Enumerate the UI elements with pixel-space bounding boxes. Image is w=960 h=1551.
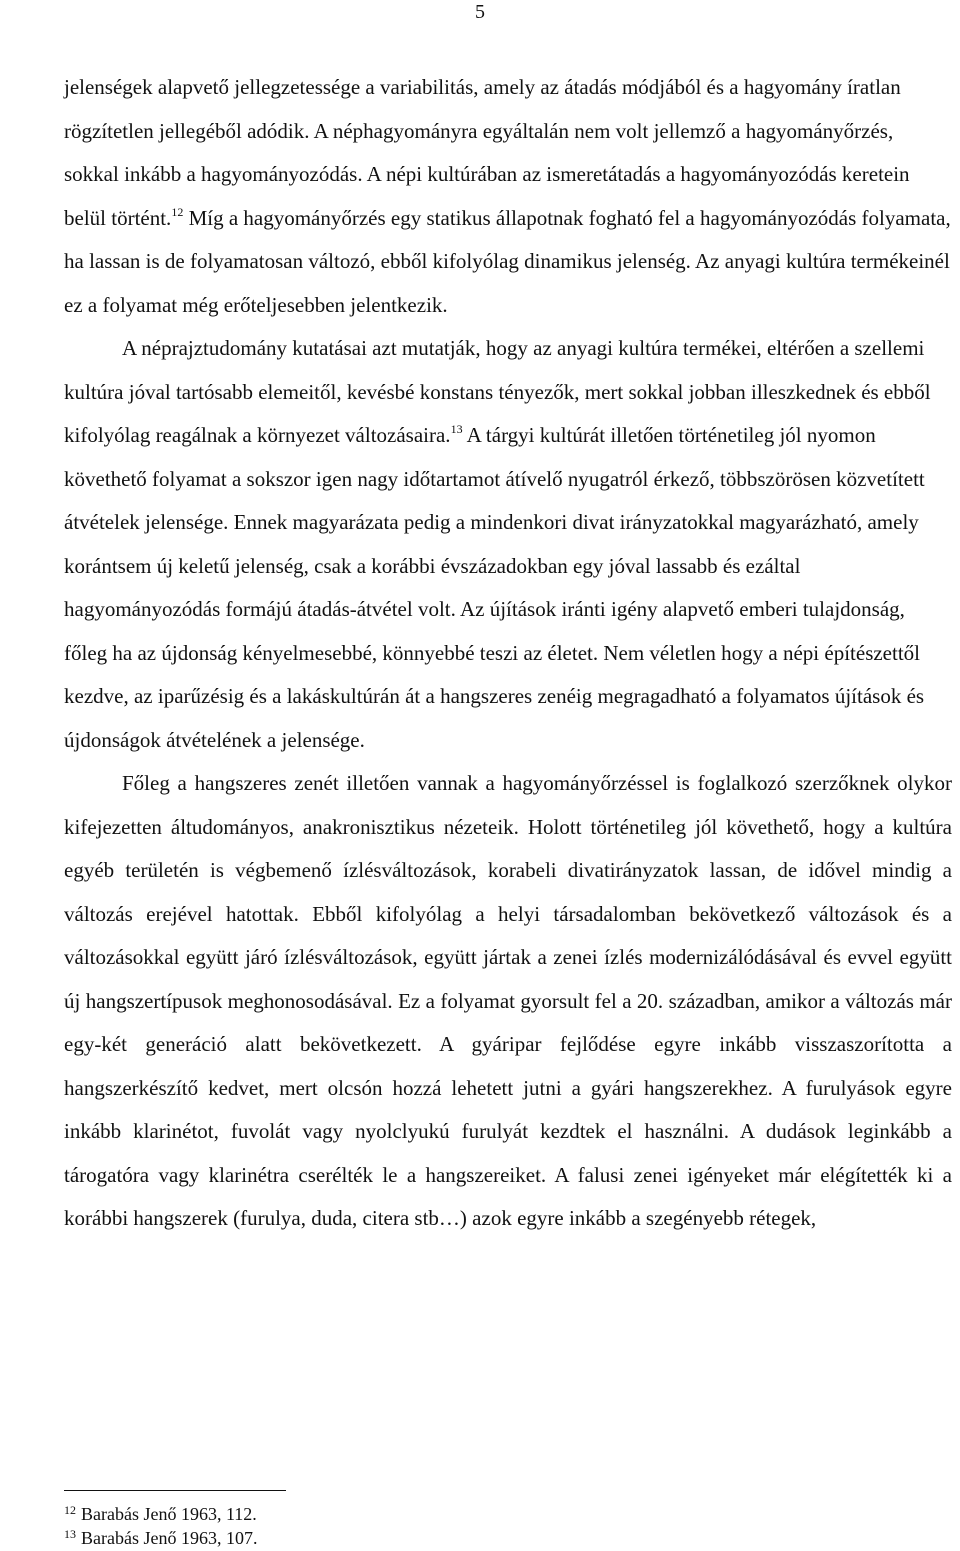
footnote-ref-12: 12 — [171, 204, 184, 219]
footnote-number: 13 — [64, 1527, 76, 1541]
footnote-13 — [64, 1526, 664, 1550]
footnote-text: Barabás Jenő 1963, 107. — [81, 1528, 258, 1548]
paragraph-2-text-a: A néprajztudomány kutatásai azt mutatják, hogy az anyagi kultúra termékei, eltérően a szellemi kultúra jóval tartósabb elemeitől, kevésbé konstans tényezők, mert sokkal jobban illeszkednek és ebből kifolyólag reagálnak a környezet változásaira. — [64, 336, 931, 447]
paragraph-1-text-b: Míg a hagyományőrzés egy statikus állapotnak fogható fel a hagyományozódás folyamata, ha lassan is de folyamatosan változó, ebből kifolyólag dinamikus jelenség. Az anyagi kultúra termékeinél ez a folyamat még erőteljesebben jelentkezik. — [64, 205, 951, 317]
paragraph-2-text-b: A tárgyi kultúrát illetően történetileg jól nyomon követhető folyamat a sokszor igen nagy időtartamot átívelő nyugatról érkező, többszörösen közvetített átvételek jelensége. Ennek magyarázata pedig a mindenkori divat irányzatokkal magyarázható, amely korántsem új keletű jelenség, csak a korábbi évszázadokban egy jóval lassabb és ezáltal hagyományozódás formájú átadás-átvétel volt. Az újítások iránti igény alapvető emberi tulajdonság, főleg ha az újdonság kényelmesebbé, könnyebbé teszi az életet. Nem véletlen hogy a népi építészettől kezdve, az iparűzésig és a lakáskultúrán át a hangszeres zenéig megragadható a folyamatos újítások és újdonságok átvételének a jelensége. — [64, 423, 925, 752]
footnote-separator — [64, 1490, 286, 1491]
footnote-number: 12 — [64, 1503, 76, 1517]
paragraph-2 — [64, 327, 952, 762]
paragraph-1-text-a: jelenségek alapvető jellegzetessége a variabilitás, amely az átadás módjából és a hagyomány íratlan rögzítetlen jellegéből adódik. A néphagyományra egyáltalán nem volt jellemző a hagyományőrzés, sokkal inkább a hagyományozódás. A népi kultúrában az ismeretátadás a hagyományozódás keretein belül történt. — [64, 75, 910, 230]
footnote-text: Barabás Jenő 1963, 112. — [81, 1504, 257, 1524]
paragraph-3: Főleg a hangszeres zenét illetően vannak a hagyományőrzéssel is foglalkozó szerzőknek olykor kifejezetten áltudományos, anakronisztikus nézeteik. Holott történetileg jól követhető, hogy a kultúra egyéb területén is végbemenő ízlésváltozások, korabeli divatirányzatok lassan, de idővel mindig a változás erejével hatottak. Ebből kifolyólag a helyi társadalomban bekövetkező változások és a változásokkal együtt járó ízlésváltozások, együtt jártak a zenei ízlés modernizálódásával és evvel együtt új hangszertípusok meghonosodásával. Ez a folyamat gyorsult fel a 20. században, amikor a változás már egy-két generáció alatt bekövetkezett. A gyáripar fejlődése egyre inkább visszaszorította a hangszerkészítő kedvet, mert olcsón hozzá lehetett jutni a gyári hangszerekhez. A furulyások egyre inkább klarinétot, fuvolát vagy nyolclyukú furulyát kezdtek el használni. A dudások leginkább a tárogatóra vagy klarinétra cserélték le a hangszereiket. A falusi zenei igényeket már elégítették ki a korábbi hangszerek (furulya, duda, citera stb…) azok egyre inkább a szegényebb rétegek, — [64, 771, 952, 1230]
footnotes — [64, 1502, 664, 1550]
footnote-ref-13: 13 — [450, 422, 463, 436]
paragraph-1 — [64, 66, 952, 327]
body-text — [64, 66, 952, 1241]
footnote-12 — [64, 1502, 664, 1526]
page-number: 5 — [475, 1, 485, 23]
